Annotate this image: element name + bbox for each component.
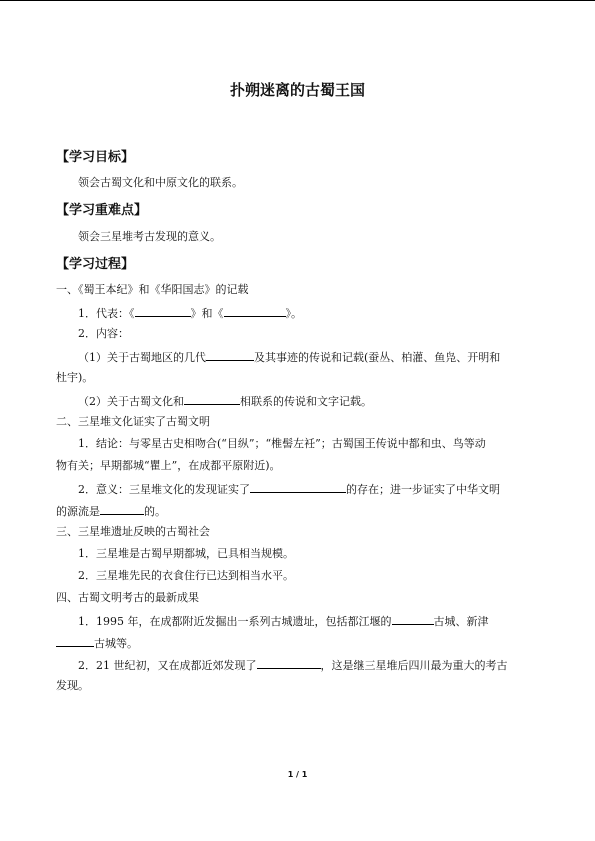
part2-item2-text-b: 的存在；进一步证实了中华文明 xyxy=(346,483,500,496)
part1-item1-text-c: 》。 xyxy=(285,307,302,320)
fill-blank[interactable] xyxy=(100,503,144,515)
part3-item2: 2．三星堆先民的衣食住行已达到相当水平。 xyxy=(78,569,294,582)
part1-sub1-text-a: （1）关于古蜀地区的几代 xyxy=(78,351,206,364)
fill-blank[interactable] xyxy=(392,613,434,625)
fill-blank[interactable] xyxy=(257,657,321,669)
part4-item2-text-a: 2．21 世纪初，又在成都近郊发现了 xyxy=(78,659,257,672)
process-heading: 【学习过程】 xyxy=(56,257,135,272)
fill-blank[interactable] xyxy=(184,393,240,405)
part2-item1-cont: 物有关；早期都城“瞿上”，在成都平原附近)。 xyxy=(56,459,281,472)
part4-item2-text-b: ，这是继三星堆后四川最为重大的考古 xyxy=(320,659,508,672)
part1-item1 xyxy=(78,305,302,321)
part3-item1: 1．三星堆是古蜀早期都城，已具相当规模。 xyxy=(78,547,294,560)
fill-blank[interactable] xyxy=(135,305,191,317)
part4-item2 xyxy=(78,657,508,673)
key-heading: 【学习重难点】 xyxy=(56,203,148,218)
key-text: 领会三星堆考古发现的意义。 xyxy=(78,230,221,243)
part2-item1: 1．结论：与零星古史相吻合(“目纵”；“椎髻左衽”；古蜀国王传说中都和虫、鸟等动 xyxy=(78,437,486,450)
part1-heading: 一、《蜀王本纪》和《华阳国志》的记载 xyxy=(56,283,249,296)
top-border-line xyxy=(0,0,595,1)
page-number: 1 / 1 xyxy=(287,770,308,779)
part4-item1-cont xyxy=(56,635,138,651)
part1-sub1 xyxy=(78,349,500,365)
part1-sub2-text-a: （2）关于古蜀文化和 xyxy=(78,395,184,408)
part1-sub1-cont: 杜宇)。 xyxy=(56,371,94,384)
part2-heading: 二、三星堆文化证实了古蜀文明 xyxy=(56,415,210,428)
part2-item2-text-a: 2．意义：三星堆文化的发现证实了 xyxy=(78,483,250,496)
part4-item1 xyxy=(78,613,489,629)
goal-text: 领会古蜀文化和中原文化的联系。 xyxy=(78,176,243,189)
fill-blank[interactable] xyxy=(224,305,286,317)
page-title: 扑朔迷离的古蜀王国 xyxy=(229,81,365,99)
goal-heading: 【学习目标】 xyxy=(56,150,135,165)
part1-item1-text-a: 1．代表：《 xyxy=(78,307,135,320)
part4-item1-text-b: 古城、新津 xyxy=(433,615,489,628)
part2-item2-text-c: 的源流是 xyxy=(56,505,100,518)
fill-blank[interactable] xyxy=(206,349,254,361)
part1-item2: 2．内容： xyxy=(78,327,129,340)
part1-sub2-text-b: 相联系的传说和文字记载。 xyxy=(240,395,372,408)
part3-heading: 三、三星堆遗址反映的古蜀社会 xyxy=(56,525,210,538)
part4-item1-text-a: 1．1995 年，在成都附近发掘出一系列古城遗址，包括都江堰的 xyxy=(78,615,392,628)
fill-blank[interactable] xyxy=(250,481,346,493)
part4-item2-cont: 发现。 xyxy=(56,679,89,692)
part2-item2-text-d: 的。 xyxy=(144,505,166,518)
part1-sub2 xyxy=(78,393,372,409)
fill-blank[interactable] xyxy=(56,635,94,647)
part2-item2 xyxy=(78,481,500,497)
part2-item2-cont xyxy=(56,503,166,519)
part4-item1-text-c: 古城等。 xyxy=(94,637,138,650)
part1-sub1-text-b: 及其事迹的传说和记载(蚕丛、柏灌、鱼凫、开明和 xyxy=(254,351,501,364)
part4-heading: 四、古蜀文明考古的最新成果 xyxy=(56,591,199,604)
part1-item1-text-b: 》和《 xyxy=(190,307,224,320)
